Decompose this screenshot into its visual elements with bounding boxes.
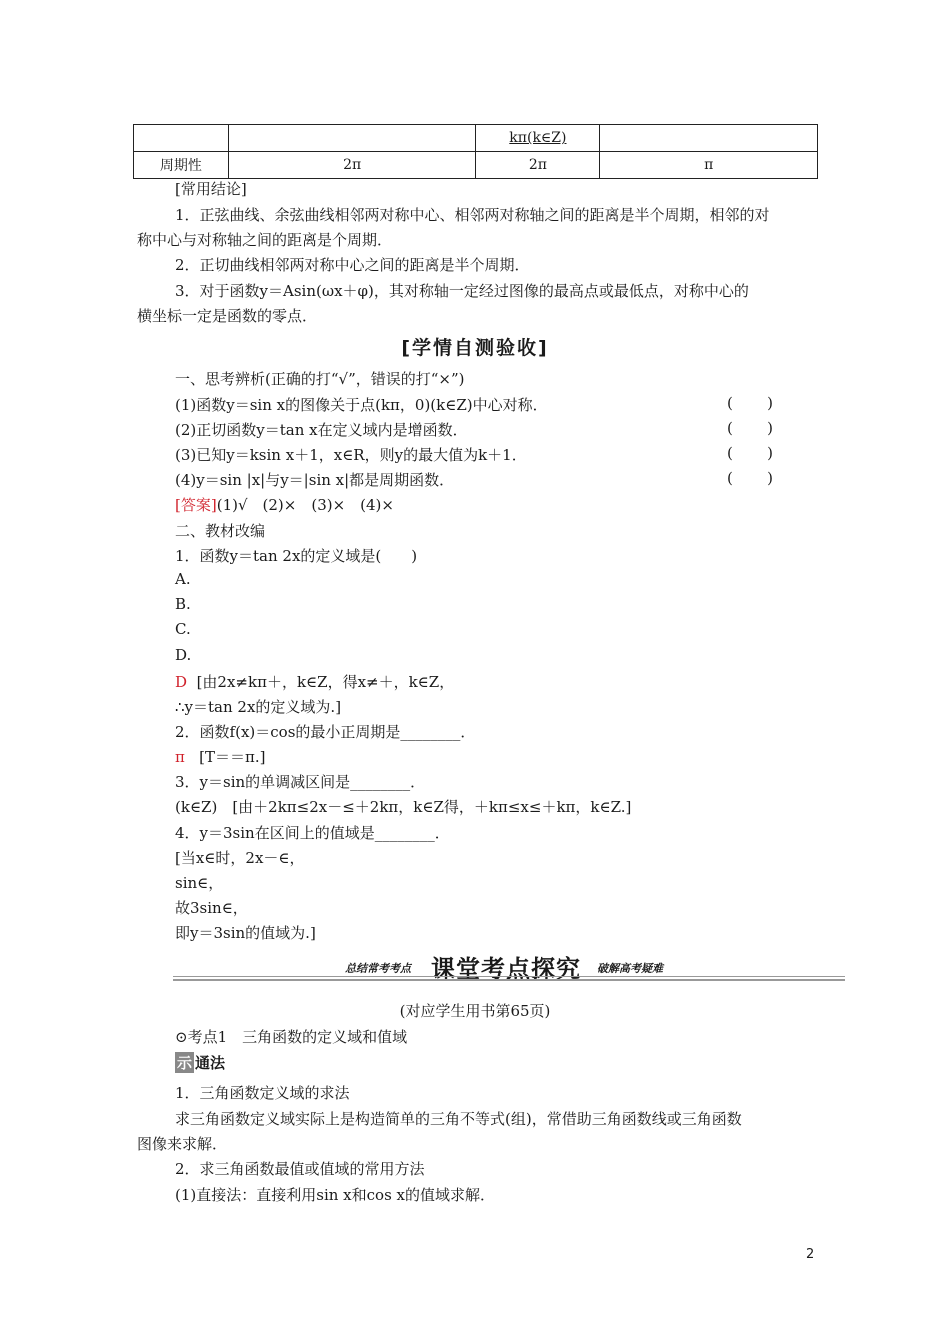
method-1-title: 1．三角函数定义域的求法 — [175, 1084, 350, 1102]
property-table — [133, 124, 818, 179]
answer-paren: ( ) — [727, 419, 773, 437]
answer-paren: ( ) — [727, 394, 773, 412]
option-a: A. — [175, 570, 191, 588]
judge-q1: (1)函数y＝sin x的图像关于点(kπ，0)(k∈Z)中心对称． — [175, 396, 548, 414]
textbook-q3: 3．y＝sin的单调减区间是________． — [175, 773, 426, 791]
topic-heading: ⊙考点1 三角函数的定义域和值域 — [175, 1028, 408, 1046]
answer-4-line3: 故3sin∈， — [175, 899, 248, 917]
answer-tag: [答案] — [175, 496, 217, 514]
conclusion-1-line2: 称中心与对称轴之间的距离是个周期． — [137, 231, 393, 249]
method-heading: 示 通法 — [177, 1054, 226, 1072]
banner-left: 总结常考考点 — [345, 962, 411, 975]
method-1-line1: 求三角函数定义域实际上是构造简单的三角不等式(组)，常借助三角函数线或三角函数 — [175, 1110, 742, 1128]
judge-answer: [答案](1)√ (2)× (3)× (4)× — [175, 496, 394, 514]
judge-q2: (2)正切函数y＝tan x在定义域内是增函数． — [175, 421, 468, 439]
table-cell: 2π — [228, 152, 476, 179]
table-cell — [600, 125, 818, 152]
textbook-q2: 2．函数f(x)＝cos的最小正周期是________． — [175, 723, 476, 741]
textbook-q1: 1．函数y＝tan 2x的定义域是( ) — [175, 547, 418, 565]
banner-right: 破解高考疑难 — [597, 962, 663, 975]
conclusion-3-line2: 横坐标一定是函数的零点． — [137, 307, 318, 325]
self-test-title: [学情自测验收] — [401, 337, 549, 359]
answer-1-line2: ∴y＝tan 2x的定义域为.] — [175, 698, 342, 716]
method-tag: 示 — [177, 1054, 193, 1072]
option-d: D. — [175, 646, 192, 664]
answer-2: π [T＝＝π.] — [175, 748, 266, 766]
banner-title: 课堂考点探究 — [431, 955, 581, 983]
conclusion-3-line1: 3．对于函数y＝Asin(ωx＋φ)，其对称轴一定经过图像的最高点或最低点，对称中心的 — [175, 282, 749, 300]
answer-4-line1: [当x∈时，2x－∈， — [175, 849, 305, 867]
table-cell: π — [600, 152, 818, 179]
method-2-title: 2．求三角函数最值或值域的常用方法 — [175, 1160, 425, 1178]
conclusion-1-line1: 1．正弦曲线、余弦曲线相邻两对称中心、相邻两对称轴之间的距离是半个周期，相邻的对 — [175, 206, 770, 224]
answer-choice: D — [175, 673, 188, 691]
table-row — [134, 152, 818, 179]
textbook-heading: 二、教材改编 — [175, 522, 266, 540]
answer-3: (k∈Z) [由＋2kπ≤2x－≤＋2kπ，k∈Z得，＋kπ≤x≤＋kπ，k∈Z.] — [175, 798, 632, 816]
textbook-q4: 4．y＝3sin在区间上的值域是________． — [175, 824, 450, 842]
table-cell — [134, 125, 229, 152]
banner-rule — [173, 979, 845, 981]
judge-q4: (4)y＝sin |x|与y＝|sin x|都是周期函数． — [175, 471, 455, 489]
judge-heading: 一、思考辨析(正确的打“√”，错误的打“×”) — [175, 370, 465, 388]
section-banner — [173, 950, 845, 982]
table-cell: 2π — [476, 152, 600, 179]
option-b: B. — [175, 595, 191, 613]
page-reference: (对应学生用书第65页) — [399, 1002, 551, 1020]
page-number: 2 — [806, 1247, 815, 1262]
answer-4-line4: 即y＝3sin的值域为.] — [175, 924, 316, 942]
judge-q3: (3)已知y＝ksin x＋1，x∈R，则y的最大值为k＋1． — [175, 446, 527, 464]
table-cell — [228, 125, 476, 152]
method-1-line2: 图像来求解． — [137, 1135, 228, 1153]
table-cell: 周期性 — [134, 152, 229, 179]
method-2-item1: (1)直接法：直接利用sin x和cos x的值域求解． — [175, 1186, 495, 1204]
answer-paren: ( ) — [727, 469, 773, 487]
conclusion-2: 2．正切曲线相邻两对称中心之间的距离是半个周期． — [175, 256, 530, 274]
answer-paren: ( ) — [727, 444, 773, 462]
conclusions-heading: [常用结论] — [175, 180, 247, 198]
answer-1-line1: D [由2x≠kπ＋，k∈Z，得x≠＋，k∈Z， — [175, 673, 455, 691]
table-cell: kπ(k∈Z) — [476, 125, 600, 152]
option-c: C. — [175, 620, 191, 638]
table-row — [134, 125, 818, 152]
banner-rule — [173, 976, 845, 977]
answer-4-line2: sin∈， — [175, 874, 224, 892]
